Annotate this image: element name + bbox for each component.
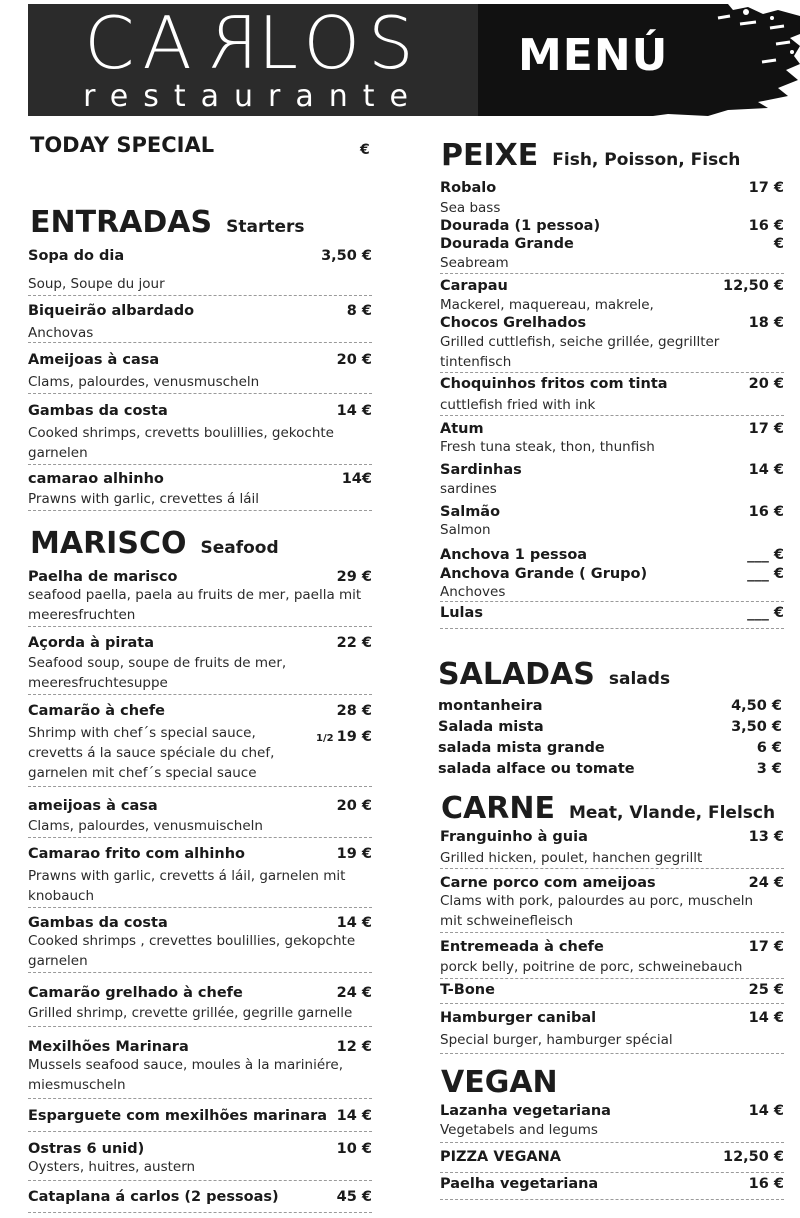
item-price: 24 € [748, 875, 784, 891]
item-name: Camarão à chefe [28, 703, 165, 719]
item-price: ___ € [747, 547, 784, 563]
item-name: Sopa do dia [28, 248, 125, 264]
menu-item [28, 983, 372, 1027]
item-name: Lulas [440, 605, 483, 621]
item-price: 3 € [756, 761, 782, 777]
menu-item [440, 276, 784, 312]
item-name: Camarao frito com alhinho [28, 846, 246, 862]
item-description: seafood paella, paela au fruits de mer, paella mit [28, 587, 362, 603]
item-name: Salmão [440, 504, 501, 520]
item-description: Clams with pork, palourdes au porc, muscheln [440, 893, 754, 909]
item-description: Anchoves [440, 584, 506, 600]
item-name: Hamburger canibal [440, 1010, 597, 1026]
item-price: 20 € [336, 798, 372, 814]
item-name: Atum [440, 421, 484, 437]
item-price: 14 € [336, 1108, 372, 1124]
menu-item [440, 1147, 784, 1173]
menu-item [440, 564, 784, 602]
item-description: Cooked shrimps, crevetts boulillies, gekochte [28, 425, 334, 441]
menu-item [440, 216, 784, 236]
mirrored-letter: R [199, 1, 258, 85]
section-subtitle: Seafood [200, 538, 279, 558]
item-description: tintenfisch [440, 354, 512, 370]
today-special-label: TODAY SPECIAL [30, 133, 215, 157]
menu-item [28, 844, 372, 908]
item-name: Lazanha vegetariana [440, 1103, 611, 1119]
section-title-vegan [441, 1066, 558, 1100]
item-description: meeresfruchten [28, 607, 136, 623]
menu-item [438, 696, 782, 718]
item-description: Grilled shrimp, crevette grillée, gegrille garnelle [28, 1005, 353, 1021]
item-price: 25 € [748, 982, 784, 998]
menu-item [28, 401, 372, 465]
item-name: PIZZA VEGANA [440, 1149, 561, 1165]
menu-item [440, 1174, 784, 1200]
menu-item [440, 545, 784, 565]
item-description: porck belly, poitrine de porc, schweinebauch [440, 959, 743, 975]
item-description: Oysters, huitres, austern [28, 1159, 196, 1175]
item-description: crevetts á la sauce spéciale du chef, [28, 745, 275, 761]
item-price: 13 € [748, 829, 784, 845]
item-description: Salmon [440, 522, 491, 538]
menu-item [28, 469, 372, 511]
restaurant-name [28, 1, 478, 85]
item-description: Seafood soup, soupe de fruits de mer, [28, 655, 287, 671]
item-price: 14 € [748, 462, 784, 478]
item-name: Chocos Grelhados [440, 315, 587, 331]
today-special-price: € [360, 142, 370, 158]
item-price: 6 € [756, 740, 782, 756]
item-price: 20 € [748, 376, 784, 392]
menu-item [28, 633, 372, 695]
item-name: salada mista grande [438, 740, 605, 756]
menu-item [440, 313, 784, 373]
menu-item [28, 1139, 372, 1181]
section-title-entradas [30, 206, 305, 244]
item-name: camarao alhinho [28, 471, 164, 487]
item-description: mit schweinefleisch [440, 913, 574, 929]
item-price: 12,50 € [722, 1149, 784, 1165]
section-title-text: VEGAN [441, 1065, 558, 1100]
item-description: Clams, palourdes, venusmuscheln [28, 374, 260, 390]
menu-item [440, 502, 784, 542]
item-price: 14 € [336, 403, 372, 419]
item-description: Clams, palourdes, venusmuischeln [28, 818, 263, 834]
section-title-text: PEIXE [441, 138, 539, 173]
item-price: ___ € [747, 605, 784, 621]
item-description: Grilled hicken, poulet, hanchen gegrillt [440, 850, 703, 866]
item-description: Mackerel, maquereau, makrele, [440, 297, 654, 313]
menu-item [440, 603, 784, 629]
menu-item [438, 738, 782, 760]
item-name: Ameijoas à casa [28, 352, 160, 368]
item-name: Anchova 1 pessoa [440, 547, 588, 563]
item-price: 8 € [346, 303, 372, 319]
item-description: Grilled cuttlefish, seiche grillée, gegrillter [440, 334, 720, 350]
menu-item [438, 717, 782, 739]
item-description: garnelen [28, 953, 88, 969]
item-name: Paelha de marisco [28, 569, 178, 585]
menu-item [440, 1101, 784, 1143]
menu-item [28, 913, 372, 973]
restaurant-logo [28, 1, 478, 116]
item-name: salada alface ou tomate [438, 761, 635, 777]
item-price: 3,50 € [321, 248, 372, 264]
item-price: 12 € [336, 1039, 372, 1055]
menu-item [28, 246, 372, 296]
item-price: 17 € [748, 180, 784, 196]
item-description: Fresh tuna steak, thon, thunfish [440, 439, 655, 455]
item-description: meeresfruchtesuppe [28, 675, 168, 691]
menu-item [28, 796, 372, 838]
menu-item [28, 301, 372, 343]
item-price: 12,50 € [722, 278, 784, 294]
item-name: Dourada Grande [440, 236, 574, 252]
item-description: garnelen [28, 445, 88, 461]
item-price: 14 € [336, 915, 372, 931]
item-price: 22 € [336, 635, 372, 651]
item-name: Biqueirão albardado [28, 303, 195, 319]
item-description: Soup, Soupe du jour [28, 276, 165, 292]
item-name: T-Bone [440, 982, 495, 998]
item-price: 19 € [336, 846, 372, 862]
item-price: 18 € [748, 315, 784, 331]
item-description: Seabream [440, 255, 509, 271]
item-name: Entremeada à chefe [440, 939, 604, 955]
item-name: Franguinho à guia [440, 829, 588, 845]
item-name: Esparguete com mexilhões marinara [28, 1108, 328, 1124]
item-name: Salada mista [438, 719, 544, 735]
half-portion-price: 19 € [336, 729, 372, 745]
item-price: 17 € [748, 421, 784, 437]
item-description: knobauch [28, 888, 95, 904]
item-price: 24 € [336, 985, 372, 1001]
item-price: 28 € [336, 703, 372, 719]
item-price: 4,50 € [731, 698, 782, 714]
menu-item [440, 374, 784, 416]
item-description: Prawns with garlic, crevettes á láil [28, 491, 260, 507]
menu-item [438, 759, 782, 781]
menu-item [440, 873, 784, 933]
item-name: Paelha vegetariana [440, 1176, 599, 1192]
menu-item [440, 827, 784, 869]
item-name: Cataplana á carlos (2 pessoas) [28, 1189, 279, 1205]
item-price: 16 € [748, 1176, 784, 1192]
menu-item [440, 460, 784, 500]
item-description: Shrimp with chef´s special sauce, [28, 725, 256, 741]
item-price: 14 € [748, 1103, 784, 1119]
item-price: 14€ [341, 471, 372, 487]
menu-item [28, 1106, 372, 1132]
section-subtitle: Meat, Vlande, Flelsch [568, 803, 776, 823]
section-title-text: CARNE [441, 791, 555, 826]
item-description: garnelen mit chef´s special sauce [28, 765, 257, 781]
section-subtitle: Starters [226, 217, 305, 237]
menu-item [440, 419, 784, 459]
section-title-saladas [438, 658, 670, 696]
section-subtitle: salads [608, 669, 671, 689]
item-name: Ostras 6 unid) [28, 1141, 145, 1157]
menu-title: MENÚ [518, 30, 669, 81]
item-description: Sea bass [440, 200, 501, 216]
menu-item [28, 701, 372, 787]
item-description: miesmuscheln [28, 1077, 126, 1093]
item-description: sardines [440, 481, 497, 497]
menu-item [28, 350, 372, 394]
item-price: 3,50 € [731, 719, 782, 735]
item-name: Gambas da costa [28, 403, 168, 419]
item-description: Vegetabels and legums [440, 1122, 598, 1138]
item-description: Anchovas [28, 325, 94, 341]
item-name: Choquinhos fritos com tinta [440, 376, 668, 392]
item-name: Gambas da costa [28, 915, 168, 931]
menu-item [28, 567, 372, 627]
item-name: Camarão grelhado à chefe [28, 985, 243, 1001]
item-name: Sardinhas [440, 462, 522, 478]
item-description: cuttlefish fried with ink [440, 397, 596, 413]
item-name: ameijoas à casa [28, 798, 158, 814]
item-price: 10 € [336, 1141, 372, 1157]
item-price: € [773, 236, 784, 252]
item-name: Dourada (1 pessoa) [440, 218, 601, 234]
item-name: Anchova Grande ( Grupo) [440, 566, 648, 582]
item-price: 17 € [748, 939, 784, 955]
item-price: ___ € [747, 566, 784, 582]
section-subtitle: Fish, Poisson, Fisch [552, 150, 741, 170]
item-name: Mexilhões Marinara [28, 1039, 189, 1055]
item-name: Carne porco com ameijoas [440, 875, 656, 891]
item-price: 29 € [336, 569, 372, 585]
section-title-text: MARISCO [30, 526, 187, 561]
section-title-marisco [30, 527, 279, 565]
item-name: Açorda à pirata [28, 635, 154, 651]
item-price: 20 € [336, 352, 372, 368]
item-price: 45 € [336, 1189, 372, 1205]
menu-item [440, 234, 784, 274]
item-price: 16 € [748, 504, 784, 520]
item-description: Special burger, hamburger spécial [440, 1032, 673, 1048]
restaurant-name-text: CARLOS [84, 1, 422, 85]
section-title-carne [441, 792, 775, 830]
item-description: Prawns with garlic, crevetts á láil, garnelen mit [28, 868, 346, 884]
section-title-text: SALADAS [438, 657, 595, 692]
item-description: Mussels seafood sauce, moules à la mariniére, [28, 1057, 343, 1073]
menu-item [28, 1037, 372, 1099]
menu-item [440, 937, 784, 979]
menu-item [440, 178, 784, 218]
item-name: Robalo [440, 180, 497, 196]
item-name: montanheira [438, 698, 543, 714]
item-price: 16 € [748, 218, 784, 234]
item-description: Cooked shrimps , crevettes boulillies, gekopchte [28, 933, 356, 949]
menu-item [28, 1187, 372, 1213]
item-name: Carapau [440, 278, 508, 294]
item-price: 14 € [748, 1010, 784, 1026]
section-title-text: ENTRADAS [30, 205, 213, 240]
menu-item [440, 980, 784, 1004]
menu-item [440, 1008, 784, 1054]
half-portion-label: 1/2 [316, 733, 334, 744]
section-title-peixe [441, 139, 740, 177]
restaurant-subtitle: restaurante [83, 79, 423, 114]
